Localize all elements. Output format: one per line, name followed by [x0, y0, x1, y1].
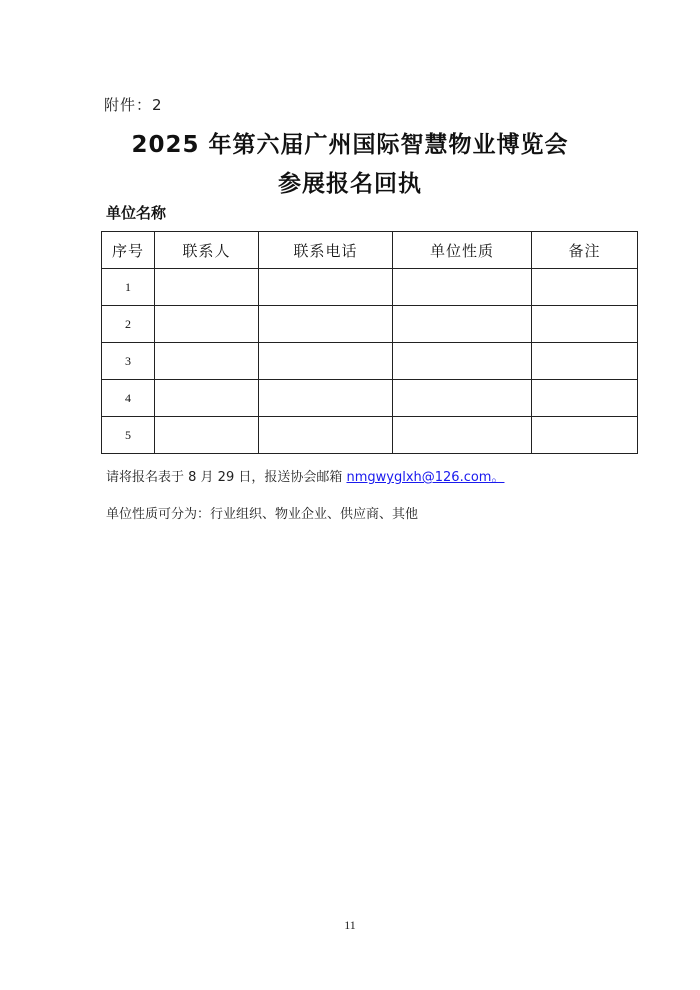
cell-unit-nature[interactable] [393, 417, 532, 454]
header-contact: 联系人 [155, 232, 259, 269]
cell-contact[interactable] [155, 417, 259, 454]
cell-unit-nature[interactable] [393, 269, 532, 306]
cell-phone[interactable] [259, 417, 393, 454]
header-note: 备注 [532, 232, 638, 269]
deadline-note-text: 请将报名表于 8 月 29 日，报送协会邮箱 [106, 470, 347, 485]
page-number: 11 [344, 918, 356, 932]
cell-unit-nature[interactable] [393, 306, 532, 343]
cell-note[interactable] [532, 343, 638, 380]
cell-seq: 5 [102, 417, 155, 454]
cell-contact[interactable] [155, 306, 259, 343]
cell-seq: 1 [102, 269, 155, 306]
cell-seq: 4 [102, 380, 155, 417]
cell-contact[interactable] [155, 269, 259, 306]
header-phone: 联系电话 [259, 232, 393, 269]
document-subtitle: 参展报名回执 [278, 171, 422, 197]
table-row [102, 343, 638, 380]
cell-phone[interactable] [259, 269, 393, 306]
cell-seq: 2 [102, 306, 155, 343]
cell-contact[interactable] [155, 343, 259, 380]
table-row [102, 269, 638, 306]
registration-table [101, 231, 638, 454]
header-unit-nature: 单位性质 [393, 232, 532, 269]
cell-note[interactable] [532, 417, 638, 454]
cell-contact[interactable] [155, 380, 259, 417]
table-row [102, 306, 638, 343]
cell-phone[interactable] [259, 343, 393, 380]
cell-note[interactable] [532, 380, 638, 417]
cell-phone[interactable] [259, 306, 393, 343]
cell-unit-nature[interactable] [393, 343, 532, 380]
unit-types-note: 单位性质可分为：行业组织、物业企业、供应商、其他 [106, 507, 419, 522]
cell-note[interactable] [532, 306, 638, 343]
attachment-label: 附件：2 [104, 96, 163, 114]
table-row [102, 380, 638, 417]
table-row [102, 417, 638, 454]
document-title: 2025 年第六届广州国际智慧物业博览会 [131, 132, 569, 158]
table-header-row [102, 232, 638, 269]
cell-seq: 3 [102, 343, 155, 380]
header-seq: 序号 [102, 232, 155, 269]
email-link[interactable]: nmgwyglxh@126.com。 [346, 470, 505, 485]
unit-name-label: 单位名称 [106, 204, 167, 222]
cell-note[interactable] [532, 269, 638, 306]
cell-unit-nature[interactable] [393, 380, 532, 417]
cell-phone[interactable] [259, 380, 393, 417]
deadline-note [106, 466, 504, 485]
